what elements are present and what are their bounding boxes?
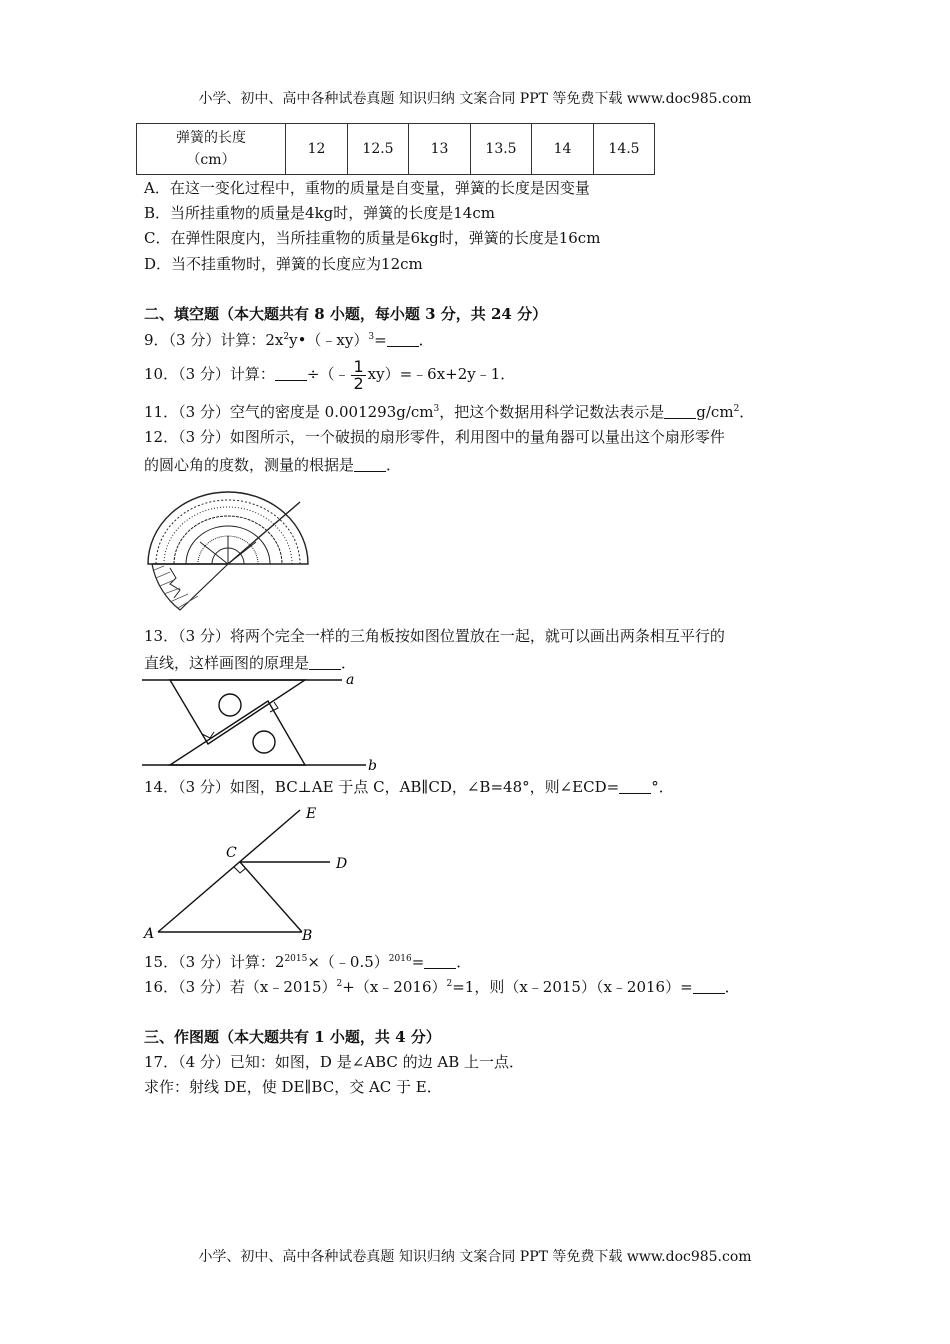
question-16: 16．（3 分）若（x﹣2015）$^2$+（x﹣2016）$^2$=1，则（x﹣2015）（x﹣2016）= ．: [144, 978, 740, 996]
q16-prefix: 16．（3 分）若（x﹣2015）: [144, 978, 337, 996]
label-B: B: [302, 928, 313, 944]
answer-blank: [309, 655, 341, 670]
table-label-cell: [137, 124, 286, 175]
q11-exp1: 3: [433, 404, 440, 414]
table-cell: 14.5: [594, 124, 655, 175]
question-13-line1: 13．（3 分）将两个完全一样的三角板按如图位置放在一起，就可以画出两条相互平行的: [144, 627, 725, 645]
answer-blank: [619, 779, 651, 794]
option-a: A．在这一变化过程中，重物的质量是自变量，弹簧的长度是因变量: [144, 179, 590, 197]
q15-exp2: 2016: [388, 954, 412, 964]
q11-mid: ，把这个数据用科学记数法表示是: [439, 403, 665, 421]
fraction-one-half: [351, 356, 365, 393]
table-cell: 13.5: [471, 124, 532, 175]
protractor-figure: [140, 484, 310, 616]
q12-text: 的圆心角的度数，测量的根据是: [144, 456, 355, 474]
page-footer: 小学、初中、高中各种试卷真题 知识归纳 文案合同 PPT 等免费下载 www.doc985.com: [198, 1249, 752, 1265]
label-b: b: [368, 758, 377, 774]
question-10: [144, 356, 515, 392]
label-a: a: [346, 672, 355, 688]
table-row: [137, 124, 655, 175]
table-cell: 12: [286, 124, 348, 175]
spring-length-table: [136, 123, 655, 175]
q11-exp2: 2: [733, 404, 740, 414]
q16-exp2: 2: [446, 979, 453, 989]
q10-suffix: xy）=﹣6x+2y﹣1．: [367, 365, 516, 383]
answer-blank: [424, 954, 456, 969]
q16-exp1: 2: [336, 979, 343, 989]
q15-prefix: 15．（3 分）计算：2: [144, 953, 285, 971]
q9-mid: y•（﹣xy）: [289, 331, 369, 349]
question-14: [144, 777, 674, 797]
q13-text: 直线，这样画图的原理是: [144, 654, 310, 672]
q9-exp2: 3: [368, 332, 375, 342]
answer-blank: [387, 332, 419, 347]
page-header: 小学、初中、高中各种试卷真题 知识归纳 文案合同 PPT 等免费下载 www.doc985.com: [198, 91, 752, 107]
label-A: A: [144, 926, 155, 942]
question-11: 11．（3 分）空气的密度是 $0.001293g/cm^3$，把这个数据用科学记数法表示是 $g/cm^2$．: [144, 403, 755, 421]
line-bc: [240, 862, 302, 932]
question-17-line1: 17．（4 分）已知：如图，D 是∠ABC 的边 AB 上一点．: [144, 1053, 525, 1071]
question-12-line2: 的圆心角的度数，测量的根据是 ．: [144, 456, 402, 474]
q16-suffix: =1，则（x﹣2015）（x﹣2016）=: [452, 978, 693, 996]
geometry-figure-14: [140, 800, 360, 946]
q10-prefix: 10．（3 分）计算：: [144, 365, 275, 383]
q9-prefix: 9．（3 分）计算：2x: [144, 331, 284, 349]
q15-exp1: 2015: [284, 954, 308, 964]
q11-prefix: 11．（3 分）空气的密度是 0.001293g/cm: [144, 403, 434, 421]
section-3-title: 三、作图题（本大题共有 1 小题，共 4 分）: [144, 1028, 441, 1046]
question-13-line2: 直线，这样画图的原理是 ．: [144, 654, 357, 672]
q10-div: ÷（﹣: [306, 365, 350, 383]
q15-suffix: =: [411, 953, 425, 971]
answer-blank: [693, 979, 725, 994]
question-9: 9．（3 分）计算：$2x^2y•(﹣xy)^3=$ ．: [144, 331, 434, 349]
q15-mid: ×（﹣0.5）: [307, 953, 389, 971]
q9-suffix: =: [374, 331, 387, 349]
answer-blank: [664, 404, 696, 419]
option-c: C．在弹性限度内，当所挂重物的质量是6kg时，弹簧的长度是16cm: [144, 229, 601, 247]
question-15: 15．（3 分）计算：$2^{2015}\times(﹣0.5)^{2016}=$ ．: [144, 953, 472, 971]
table-label-line1: 弹簧的长度: [176, 130, 246, 146]
q14-suffix: °．: [651, 778, 674, 796]
question-17-line2: 求作：射线 DE，使 DE∥BC，交 AC 于 E．: [144, 1078, 442, 1096]
frac-num: 1: [353, 356, 364, 376]
table-cell: 12.5: [348, 124, 409, 175]
q16-mid: +（x﹣2016）: [342, 978, 447, 996]
option-d: D．当不挂重物时，弹簧的长度应为12cm: [144, 255, 423, 273]
question-12-line1: 12．（3 分）如图所示，一个破损的扇形零件，利用图中的量角器可以量出这个扇形零件: [144, 428, 725, 446]
table-label-line2: （cm）: [186, 152, 236, 168]
section-2-title: 二、填空题（本大题共有 8 小题，每小题 3 分，共 24 分）: [144, 305, 548, 323]
q14-text: 14．（3 分）如图，BC⊥AE 于点 C，AB∥CD，∠B=48°，则∠ECD=: [144, 778, 620, 796]
q11-unit: g/cm: [696, 403, 734, 421]
q9-exp1: 2: [283, 332, 290, 342]
answer-blank: [354, 457, 386, 472]
label-D: D: [336, 856, 348, 872]
option-b: B．当所挂重物的质量是4kg时，弹簧的长度是14cm: [144, 204, 495, 222]
label-E: E: [306, 806, 317, 822]
answer-blank: [275, 366, 307, 381]
frac-den: 2: [353, 373, 364, 393]
triangle-rulers-figure: [140, 670, 380, 774]
table-cell: 13: [409, 124, 471, 175]
line-ae: [158, 810, 300, 932]
label-C: C: [226, 845, 237, 861]
table-cell: 14: [532, 124, 594, 175]
